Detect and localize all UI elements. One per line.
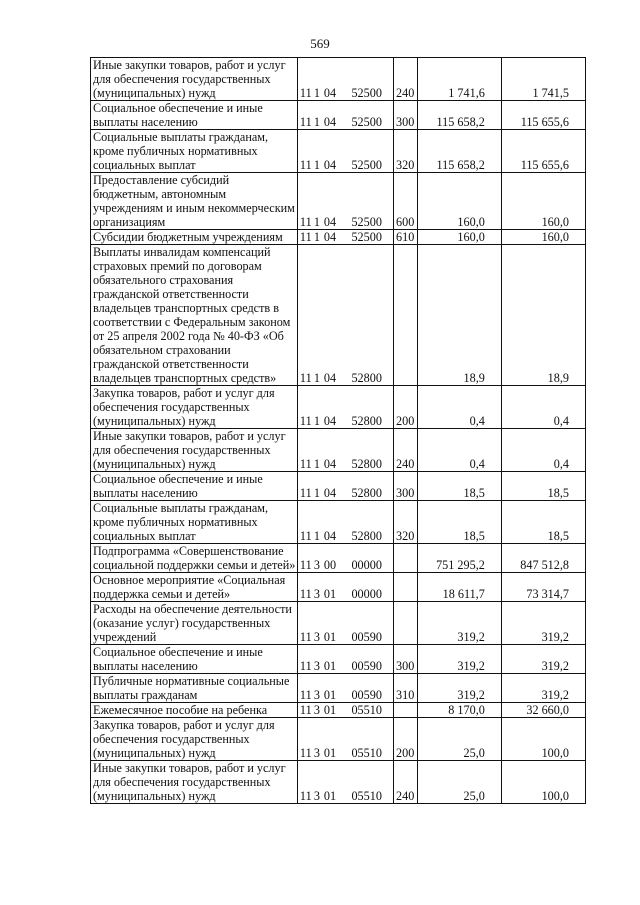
table-row [91,58,586,101]
code-c1: 11 [299,529,312,543]
row-name: Социальные выплаты гражданам, кроме публичных нормативных социальных выплат [91,130,298,173]
amount-year-1: 1 741,6 [417,58,501,101]
row-code [297,761,393,804]
amount-year-2: 0,4 [501,429,585,472]
code-c2: 3 [313,558,321,572]
code-c2: 1 [313,414,321,428]
row-name: Социальное обеспечение и иные выплаты населению [91,645,298,674]
amount-year-2: 115 655,6 [501,101,585,130]
code-c4: 52800 [351,457,382,471]
code-c4: 52800 [351,486,382,500]
code-c1: 11 [299,215,312,229]
row-name: Ежемесячное пособие на ребенка [91,703,298,718]
amount-year-1: 160,0 [417,173,501,230]
amount-year-1: 25,0 [417,761,501,804]
expense-type: 310 [393,674,417,703]
code-c2: 1 [313,215,321,229]
amount-year-2: 73 314,7 [501,573,585,602]
code-c1: 11 [299,630,312,644]
expense-type [393,602,417,645]
code-c2: 3 [313,688,321,702]
row-name: Предоставление субсидий бюджетным, автономным учреждениям и иным некоммерческим организациям [91,173,298,230]
row-code [297,101,393,130]
row-name: Выплаты инвалидам компенсаций страховых премий по договорам обязательного страхования гражданской ответственности владельцев транспортных средств в соответствии с Федеральным законом от 25 апреля 2002 года № 40-ФЗ «Об обязательном страховании гражданской ответственности владельцев транспортных средств» [91,245,298,386]
code-c4: 00590 [351,688,382,702]
amount-year-2: 319,2 [501,602,585,645]
code-c3: 04 [323,215,337,229]
code-c1: 11 [299,371,312,385]
amount-year-2: 18,5 [501,501,585,544]
code-c1: 11 [299,158,312,172]
row-name: Подпрограмма «Совершенствование социальной поддержки семьи и детей» [91,544,298,573]
amount-year-2: 100,0 [501,718,585,761]
row-name: Социальные выплаты гражданам, кроме публичных нормативных социальных выплат [91,501,298,544]
code-c3: 04 [323,486,337,500]
code-c4: 52500 [351,230,382,244]
code-c3: 01 [323,630,337,644]
code-c4: 05510 [351,789,382,803]
code-c3: 04 [323,457,337,471]
amount-year-2: 847 512,8 [501,544,585,573]
expense-type: 320 [393,130,417,173]
table-row [91,602,586,645]
code-c1: 11 [299,86,312,100]
code-c4: 05510 [351,746,382,760]
code-c3: 01 [323,703,337,717]
code-c3: 00 [323,558,337,572]
code-c4: 52500 [351,86,382,100]
amount-year-1: 319,2 [417,645,501,674]
table-row [91,645,586,674]
row-code [297,173,393,230]
amount-year-1: 319,2 [417,674,501,703]
code-c2: 1 [313,115,321,129]
code-c1: 11 [299,230,312,244]
code-c2: 3 [313,587,321,601]
amount-year-2: 160,0 [501,173,585,230]
amount-year-2: 32 660,0 [501,703,585,718]
code-c1: 11 [299,587,312,601]
code-c2: 3 [313,659,321,673]
table-body [91,58,586,804]
row-code [297,58,393,101]
amount-year-1: 18,9 [417,245,501,386]
row-code [297,501,393,544]
amount-year-1: 8 170,0 [417,703,501,718]
code-c1: 11 [299,746,312,760]
row-code [297,429,393,472]
table-row [91,230,586,245]
expense-type: 600 [393,173,417,230]
row-name: Социальное обеспечение и иные выплаты населению [91,472,298,501]
expense-type: 320 [393,501,417,544]
code-c4: 52800 [351,414,382,428]
amount-year-2: 319,2 [501,674,585,703]
row-code [297,674,393,703]
amount-year-2: 115 655,6 [501,130,585,173]
row-code [297,472,393,501]
code-c3: 01 [323,659,337,673]
code-c3: 04 [323,115,337,129]
amount-year-2: 0,4 [501,386,585,429]
code-c2: 3 [313,789,321,803]
code-c3: 01 [323,587,337,601]
table-row [91,761,586,804]
expense-type: 240 [393,761,417,804]
code-c2: 3 [313,630,321,644]
code-c4: 00000 [351,558,382,572]
table-row [91,386,586,429]
code-c1: 11 [299,688,312,702]
code-c1: 11 [299,659,312,673]
expense-type: 300 [393,472,417,501]
code-c1: 11 [299,457,312,471]
amount-year-1: 115 658,2 [417,101,501,130]
expense-type: 300 [393,645,417,674]
code-c4: 00590 [351,630,382,644]
code-c1: 11 [299,789,312,803]
code-c3: 01 [323,789,337,803]
code-c2: 1 [313,371,321,385]
table-row [91,703,586,718]
amount-year-1: 751 295,2 [417,544,501,573]
table-row [91,718,586,761]
row-code [297,130,393,173]
row-name: Закупка товаров, работ и услуг для обеспечения государственных (муниципальных) нужд [91,386,298,429]
code-c2: 1 [313,457,321,471]
amount-year-1: 18,5 [417,472,501,501]
budget-table [90,57,586,804]
expense-type [393,544,417,573]
row-code [297,718,393,761]
code-c4: 52500 [351,215,382,229]
code-c1: 11 [299,486,312,500]
code-c4: 00000 [351,587,382,601]
row-code [297,602,393,645]
row-name: Иные закупки товаров, работ и услуг для обеспечения государственных (муниципальных) нужд [91,429,298,472]
amount-year-1: 319,2 [417,602,501,645]
code-c3: 04 [323,230,337,244]
table-row [91,130,586,173]
amount-year-2: 18,5 [501,472,585,501]
amount-year-2: 100,0 [501,761,585,804]
row-name: Расходы на обеспечение деятельности (оказание услуг) государственных учреждений [91,602,298,645]
expense-type: 300 [393,101,417,130]
code-c3: 04 [323,529,337,543]
amount-year-1: 0,4 [417,386,501,429]
code-c4: 52800 [351,371,382,385]
table-row [91,173,586,230]
row-code [297,230,393,245]
code-c2: 1 [313,158,321,172]
code-c4: 00590 [351,659,382,673]
row-code [297,386,393,429]
amount-year-1: 0,4 [417,429,501,472]
code-c2: 1 [313,486,321,500]
expense-type: 610 [393,230,417,245]
page-number: 569 [310,36,330,51]
code-c4: 52500 [351,158,382,172]
amount-year-1: 18,5 [417,501,501,544]
row-code [297,645,393,674]
code-c4: 52500 [351,115,382,129]
table-row [91,501,586,544]
code-c2: 3 [313,703,321,717]
code-c2: 1 [313,230,321,244]
row-code [297,573,393,602]
expense-type [393,245,417,386]
amount-year-1: 160,0 [417,230,501,245]
table-row [91,429,586,472]
amount-year-2: 18,9 [501,245,585,386]
amount-year-1: 18 611,7 [417,573,501,602]
table-row [91,544,586,573]
code-c1: 11 [299,558,312,572]
code-c3: 04 [323,158,337,172]
row-code [297,703,393,718]
code-c3: 04 [323,86,337,100]
table-row [91,472,586,501]
code-c3: 04 [323,414,337,428]
code-c1: 11 [299,414,312,428]
expense-type: 240 [393,58,417,101]
row-code [297,544,393,573]
expense-type [393,573,417,602]
row-name: Иные закупки товаров, работ и услуг для обеспечения государственных (муниципальных) нужд [91,58,298,101]
code-c1: 11 [299,703,312,717]
table-row [91,101,586,130]
code-c3: 04 [323,371,337,385]
table-row [91,573,586,602]
table-row [91,674,586,703]
code-c3: 01 [323,746,337,760]
code-c4: 05510 [351,703,382,717]
expense-type: 200 [393,386,417,429]
amount-year-1: 25,0 [417,718,501,761]
row-name: Субсидии бюджетным учреждениям [91,230,298,245]
code-c2: 1 [313,529,321,543]
code-c2: 1 [313,86,321,100]
row-name: Социальное обеспечение и иные выплаты населению [91,101,298,130]
code-c4: 52800 [351,529,382,543]
expense-type [393,703,417,718]
amount-year-2: 160,0 [501,230,585,245]
expense-type: 200 [393,718,417,761]
row-code [297,245,393,386]
amount-year-2: 319,2 [501,645,585,674]
row-name: Публичные нормативные социальные выплаты гражданам [91,674,298,703]
row-name: Закупка товаров, работ и услуг для обеспечения государственных (муниципальных) нужд [91,718,298,761]
row-name: Иные закупки товаров, работ и услуг для обеспечения государственных (муниципальных) нужд [91,761,298,804]
code-c1: 11 [299,115,312,129]
table-row [91,245,586,386]
code-c2: 3 [313,746,321,760]
amount-year-2: 1 741,5 [501,58,585,101]
code-c3: 01 [323,688,337,702]
row-name: Основное мероприятие «Социальная поддержка семьи и детей» [91,573,298,602]
expense-type: 240 [393,429,417,472]
amount-year-1: 115 658,2 [417,130,501,173]
